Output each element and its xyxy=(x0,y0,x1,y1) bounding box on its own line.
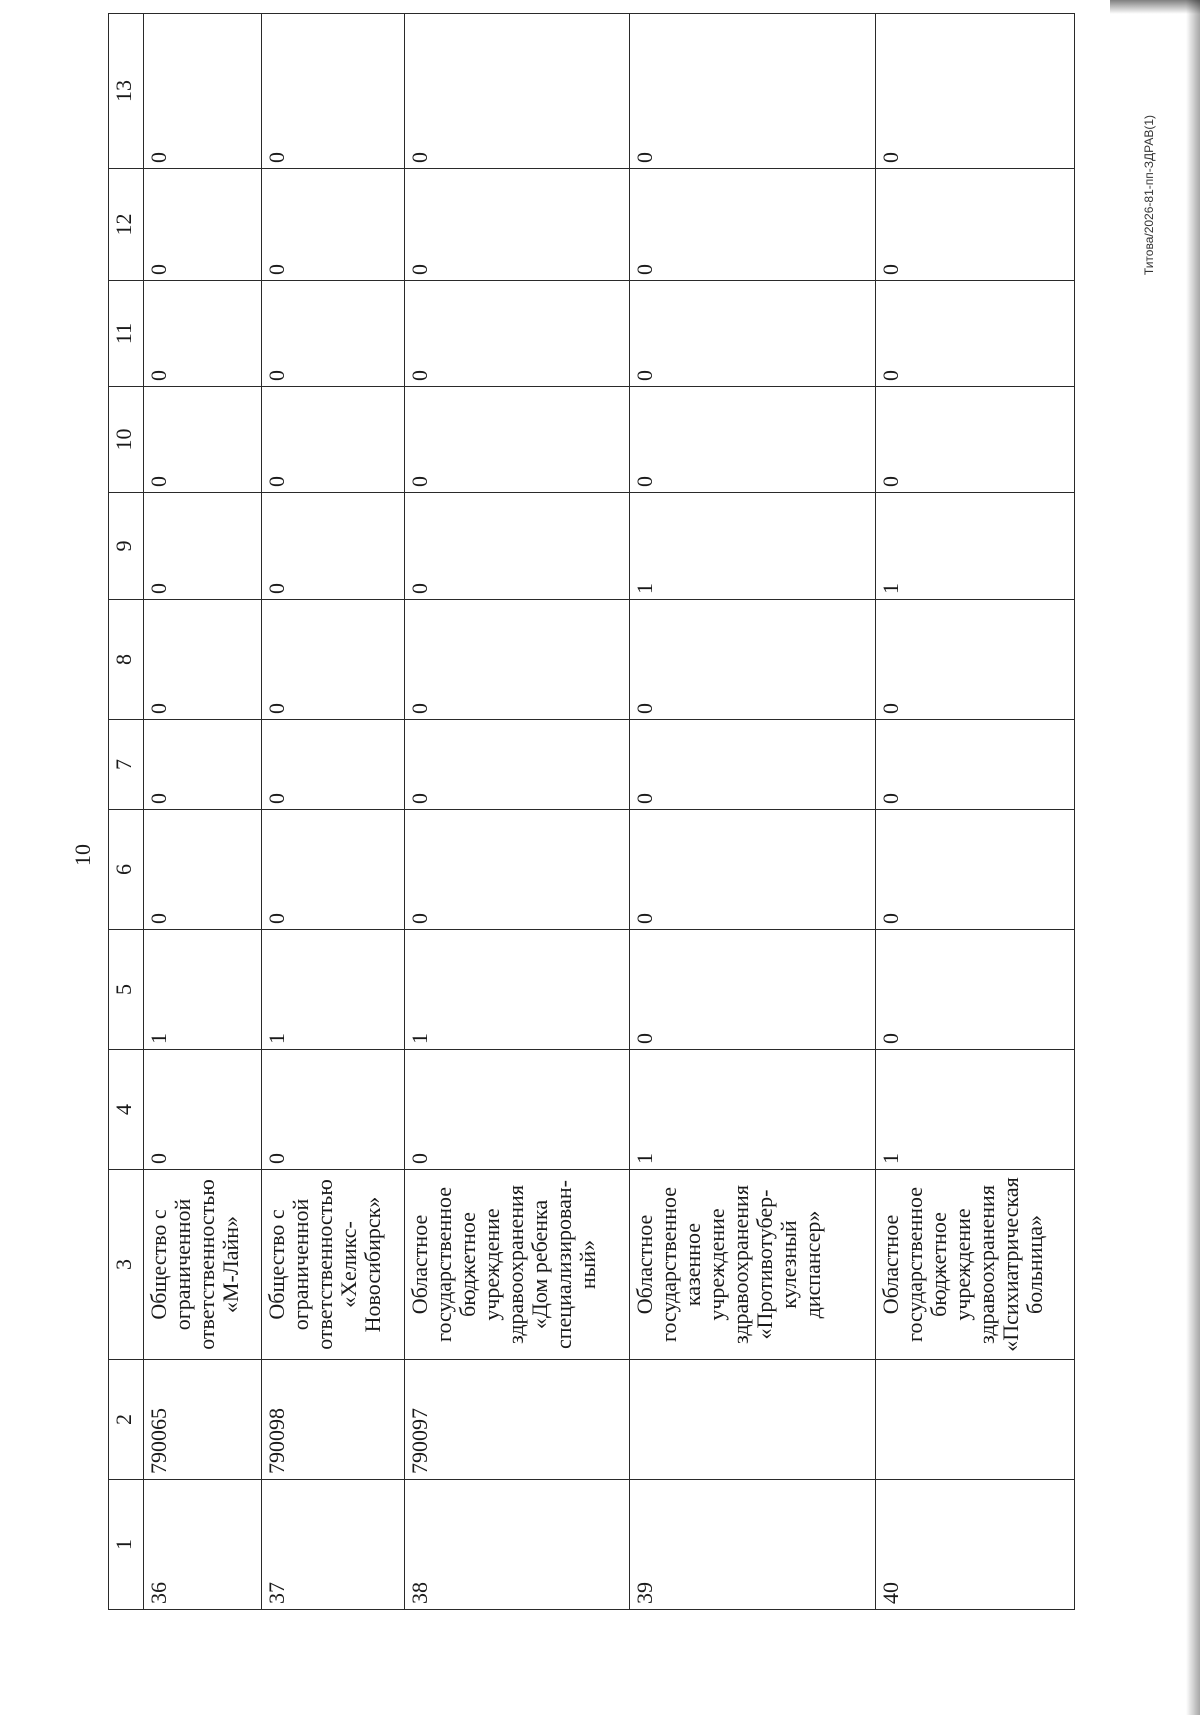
organization-name-cell: Областное государственное бюджетное учреждение здравоохранения «Психиатрическая больница» xyxy=(876,1170,1075,1360)
table-cell: 0 xyxy=(144,493,262,600)
table-cell: 0 xyxy=(876,281,1075,387)
table-cell: 1 xyxy=(876,1050,1075,1170)
table-cell: 1 xyxy=(876,493,1075,600)
header-cell: 8 xyxy=(109,600,144,720)
table-cell: 0 xyxy=(144,281,262,387)
table-cell: 1 xyxy=(629,493,875,600)
table-cell: 0 xyxy=(405,169,630,281)
table-cell: 0 xyxy=(261,387,404,493)
table-cell: 0 xyxy=(876,169,1075,281)
organization-name-cell: Областное государственное казенное учреждение здравоохранения «Противотубер-кулезный диспансер» xyxy=(629,1170,875,1360)
table-cell xyxy=(876,1360,1075,1480)
table-row xyxy=(405,14,630,1610)
header-cell: 5 xyxy=(109,930,144,1050)
table-cell: 38 xyxy=(405,1480,630,1610)
table-cell: 0 xyxy=(261,720,404,810)
organization-name-cell: Общество с ограниченной ответственностью «Хеликс-Новосибирск» xyxy=(261,1170,404,1360)
table-cell: 0 xyxy=(261,1050,404,1170)
table-cell: 0 xyxy=(405,281,630,387)
table-cell: 0 xyxy=(261,14,404,169)
table-cell: 0 xyxy=(629,14,875,169)
table-cell: 0 xyxy=(261,281,404,387)
table-cell: 0 xyxy=(261,169,404,281)
header-cell: 12 xyxy=(109,169,144,281)
table-cell: 0 xyxy=(405,14,630,169)
organization-name-cell: Общество с ограниченной ответственностью «М-Лайн» xyxy=(144,1170,262,1360)
header-cell: 11 xyxy=(109,281,144,387)
table-cell: 0 xyxy=(405,810,630,930)
table-cell: 0 xyxy=(405,387,630,493)
table-cell xyxy=(629,1360,875,1480)
table-cell: 0 xyxy=(144,387,262,493)
header-cell: 6 xyxy=(109,810,144,930)
header-cell: 7 xyxy=(109,720,144,810)
table-cell: 1 xyxy=(629,1050,875,1170)
table-cell: 0 xyxy=(876,387,1075,493)
table-cell: 0 xyxy=(405,493,630,600)
table-cell: 0 xyxy=(876,930,1075,1050)
table-cell: 0 xyxy=(144,810,262,930)
table-cell: 0 xyxy=(405,600,630,720)
table-cell: 0 xyxy=(876,810,1075,930)
table-cell: 1 xyxy=(144,930,262,1050)
table-cell: 0 xyxy=(144,1050,262,1170)
table-cell: 0 xyxy=(876,600,1075,720)
table-cell: 0 xyxy=(629,930,875,1050)
table-cell: 0 xyxy=(629,600,875,720)
scan-edge-shadow xyxy=(1186,0,1200,1715)
table-row xyxy=(876,14,1075,1610)
table-cell: 790098 xyxy=(261,1360,404,1480)
table-cell: 790065 xyxy=(144,1360,262,1480)
scan-corner-shadow xyxy=(1110,0,1200,14)
header-cell: 2 xyxy=(109,1360,144,1480)
table-row xyxy=(261,14,404,1610)
table-cell: 0 xyxy=(405,1050,630,1170)
table-cell: 37 xyxy=(261,1480,404,1610)
data-table xyxy=(108,13,1075,1610)
table-cell: 0 xyxy=(629,387,875,493)
table-cell: 0 xyxy=(629,281,875,387)
table-cell: 0 xyxy=(876,720,1075,810)
header-cell: 4 xyxy=(109,1050,144,1170)
table-cell: 0 xyxy=(876,14,1075,169)
table-cell: 0 xyxy=(144,14,262,169)
table-cell: 0 xyxy=(261,600,404,720)
table-cell: 0 xyxy=(629,720,875,810)
table-row xyxy=(629,14,875,1610)
table-cell: 0 xyxy=(261,493,404,600)
table-row xyxy=(144,14,262,1610)
table-cell: 1 xyxy=(405,930,630,1050)
header-cell: 9 xyxy=(109,493,144,600)
table-cell: 0 xyxy=(144,600,262,720)
header-cell: 10 xyxy=(109,387,144,493)
header-cell: 1 xyxy=(109,1480,144,1610)
table-cell: 0 xyxy=(405,720,630,810)
table-cell: 790097 xyxy=(405,1360,630,1480)
table-cell: 0 xyxy=(261,810,404,930)
table-cell: 0 xyxy=(629,810,875,930)
table-header-row xyxy=(109,14,144,1610)
table-cell: 1 xyxy=(261,930,404,1050)
footer-note: Титова/2026-81-пп-ЗДРАВ(1) xyxy=(1142,115,1156,276)
organization-name-cell: Областное государственное бюджетное учреждение здравоохранения «Дом ребенка специализирован-ный» xyxy=(405,1170,630,1360)
table-cell: 0 xyxy=(144,720,262,810)
header-cell: 3 xyxy=(109,1170,144,1360)
header-cell: 13 xyxy=(109,14,144,169)
table-cell: 0 xyxy=(144,169,262,281)
table-cell: 40 xyxy=(876,1480,1075,1610)
page-number: 10 xyxy=(70,844,95,866)
table-cell: 39 xyxy=(629,1480,875,1610)
table-cell: 0 xyxy=(629,169,875,281)
table-cell: 36 xyxy=(144,1480,262,1610)
